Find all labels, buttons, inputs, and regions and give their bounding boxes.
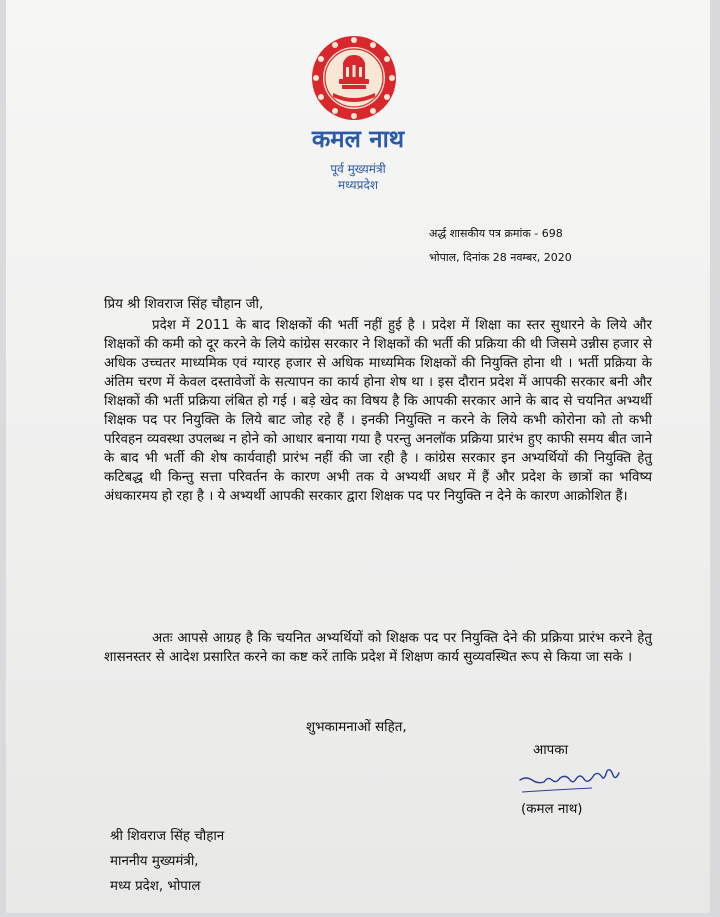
letterhead-state: मध्यप्रदेश: [337, 178, 378, 192]
letter-reference-number: अर्द्ध शासकीय पत्र क्रमांक - 698: [429, 227, 563, 240]
addressee-location: मध्य प्रदेश, भोपाल: [110, 879, 201, 894]
addressee-designation: माननीय मुख्यमंत्री,: [110, 854, 199, 869]
letter-date: भोपाल, दिनांक 28 नवम्बर, 2020: [429, 251, 572, 264]
letter-page: [6, 0, 710, 913]
body-paragraph-1: प्रदेश में 2011 के बाद शिक्षकों की भर्ती नहीं हुई है । प्रदेश में शिक्षा का स्तर सुधारने के लिये और शिक्षकों की कमी को दूर करने के लिये कांग्रेस सरकार ने शिक्षकों की भर्ती की प्रक्रिया की थी जिसमे उन्नीस हजार से अधिक उच्चतर माध्यमिक एवं ग्यारह हजार से अधिक माध्यमिक शिक्षकों की नियुक्ति होना थी । भर्ती प्रक्रिया के अंतिम चरण में केवल दस्तावेजों के सत्यापन का कार्य होना शेष था । इस दौरान प्रदेश में आपकी सरकार बनी और शिक्षकों की भर्ती प्रक्रिया लंबित हो गई । बड़े खेद का विषय है कि आपकी सरकार आने के बाद से चयनित अभ्यर्थी शिक्षक पद पर नियुक्ति के लिये बाट जोह रहे हैं । इनकी नियुक्ति न करने के लिये कभी कोरोना को तो कभी परिवहन व्यवस्था उपलब्ध न होने को आधार बनाया गया है परन्तु अनलॉक प्रक्रिया प्रारंभ हुए काफी समय बीत जाने के बाद भी भर्ती की शेष कार्यवाही प्रारंभ नहीं की जा रही है । कांग्रेस सरकार इन अभ्यर्थियों की नियुक्ति हेतु कटिबद्ध थी किन्तु सत्ता परिवर्तन के कारण अभी तक ये अभ्यर्थी अधर में हैं और प्रदेश के छात्रों का भविष्य अंधकारमय हो रहा है । ये अभ्यर्थी आपकी सरकार द्वारा शिक्षक पद पर नियुक्ति न देने के कारण आक्रोशित हैं।: [104, 318, 652, 504]
closing-yours: आपका: [533, 743, 569, 758]
mp-government-seal: [311, 35, 397, 121]
salutation: प्रिय श्री शिवराज सिंह चौहान जी,: [104, 297, 264, 312]
closing-wishes: शुभकामनाओं सहित,: [306, 720, 407, 735]
addressee-name: श्री शिवराज सिंह चौहान: [110, 829, 225, 844]
body-paragraph-2: अतः आपसे आग्रह है कि चयनित अभ्यर्थियों को शिक्षक पद पर नियुक्ति देने की प्रक्रिया प्रारंभ करने हेतु शासनस्तर से आदेश प्रसारित करने का कष्ट करें ताकि प्रदेश में शिक्षण कार्य सुव्यवस्थित रूप से किया जा सके ।: [104, 631, 652, 665]
letterhead-name: कमल नाथ: [311, 125, 405, 153]
signature: [516, 762, 656, 802]
sender-name: (कमल नाथ): [521, 802, 583, 817]
letterhead-title: पूर्व मुख्यमंत्री: [330, 162, 386, 176]
